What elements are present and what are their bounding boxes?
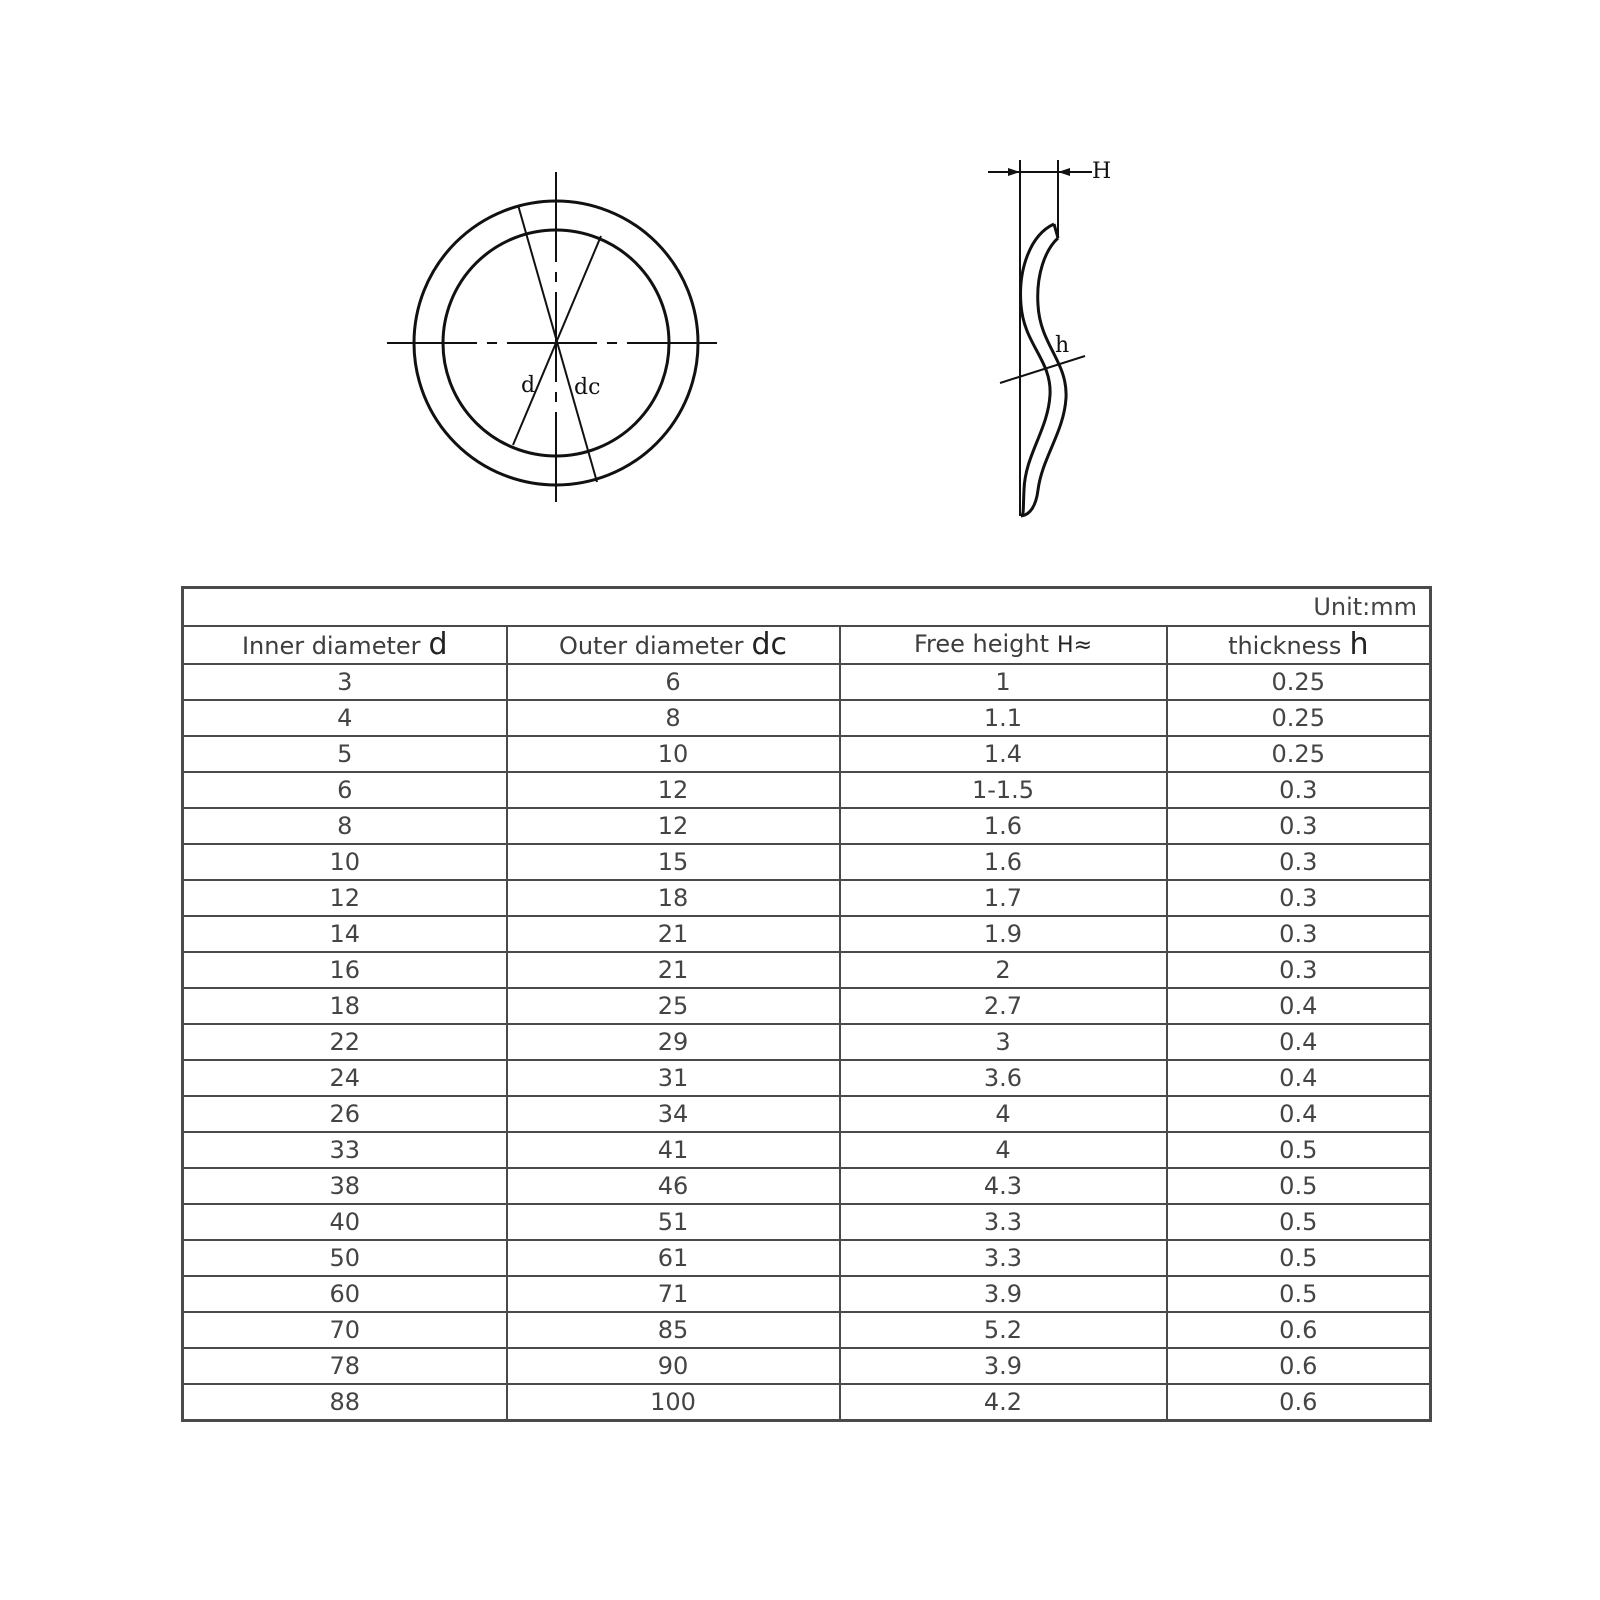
table-row xyxy=(183,1384,1431,1421)
label-d: d xyxy=(521,373,536,398)
table-cell: 1 xyxy=(840,664,1167,700)
table-cell: 0.5 xyxy=(1167,1204,1431,1240)
h-arrow-right xyxy=(1058,168,1070,176)
table-cell: 0.5 xyxy=(1167,1132,1431,1168)
table-row xyxy=(183,1348,1431,1384)
table-cell: 14 xyxy=(183,916,507,952)
table-cell: 40 xyxy=(183,1204,507,1240)
table-cell: 0.4 xyxy=(1167,988,1431,1024)
table-cell: 0.4 xyxy=(1167,1060,1431,1096)
table-row xyxy=(183,1276,1431,1312)
table-row xyxy=(183,916,1431,952)
table-cell: 10 xyxy=(183,844,507,880)
table-cell: 12 xyxy=(183,880,507,916)
table-cell: 0.25 xyxy=(1167,736,1431,772)
column-header xyxy=(840,626,1167,664)
table-cell: 34 xyxy=(507,1096,840,1132)
side-view xyxy=(988,160,1092,516)
table-row xyxy=(183,1312,1431,1348)
table-row xyxy=(183,1204,1431,1240)
table-cell: 0.6 xyxy=(1167,1312,1431,1348)
washer-technical-drawing xyxy=(0,0,1600,560)
table-cell: 3 xyxy=(840,1024,1167,1060)
table-cell: 24 xyxy=(183,1060,507,1096)
table-row xyxy=(183,736,1431,772)
table-cell: 15 xyxy=(507,844,840,880)
table-cell: 3.9 xyxy=(840,1276,1167,1312)
table-cell: 4 xyxy=(840,1096,1167,1132)
table-cell: 18 xyxy=(507,880,840,916)
table-cell: 100 xyxy=(507,1384,840,1421)
table-cell: 1.4 xyxy=(840,736,1167,772)
table-row xyxy=(183,700,1431,736)
column-header-text: Free height xyxy=(913,630,1050,658)
label-h: h xyxy=(1055,333,1070,358)
table-cell: 78 xyxy=(183,1348,507,1384)
table-cell: 0.3 xyxy=(1167,808,1431,844)
unit-label: Unit:mm xyxy=(183,588,1431,627)
table-body xyxy=(183,664,1431,1421)
table-cell: 21 xyxy=(507,952,840,988)
table-cell: 1.1 xyxy=(840,700,1167,736)
table-cell: 0.6 xyxy=(1167,1348,1431,1384)
column-header-text: Outer diameter xyxy=(558,631,744,660)
wave-profile-outer xyxy=(1021,224,1054,516)
table-cell: 25 xyxy=(507,988,840,1024)
table-row xyxy=(183,1132,1431,1168)
column-header-symbol: d xyxy=(428,626,448,662)
table-cell: 50 xyxy=(183,1240,507,1276)
column-header-symbol: h xyxy=(1349,626,1369,662)
table-cell: 2 xyxy=(840,952,1167,988)
table-cell: 0.4 xyxy=(1167,1024,1431,1060)
column-header-symbol: dc xyxy=(751,626,788,662)
table-cell: 4.2 xyxy=(840,1384,1167,1421)
table-cell: 0.6 xyxy=(1167,1384,1431,1421)
table-cell: 0.25 xyxy=(1167,700,1431,736)
table-cell: 61 xyxy=(507,1240,840,1276)
label-H: H xyxy=(1092,159,1112,184)
table-cell: 6 xyxy=(507,664,840,700)
table-cell: 4.3 xyxy=(840,1168,1167,1204)
table-cell: 3.6 xyxy=(840,1060,1167,1096)
table-cell: 21 xyxy=(507,916,840,952)
table-cell: 38 xyxy=(183,1168,507,1204)
table-cell: 3.3 xyxy=(840,1240,1167,1276)
table-cell: 29 xyxy=(507,1024,840,1060)
table-row xyxy=(183,880,1431,916)
table-row xyxy=(183,844,1431,880)
table-cell: 4 xyxy=(183,700,507,736)
table-row xyxy=(183,988,1431,1024)
table-cell: 31 xyxy=(507,1060,840,1096)
table-cell: 0.25 xyxy=(1167,664,1431,700)
table-cell: 90 xyxy=(507,1348,840,1384)
table-cell: 3 xyxy=(183,664,507,700)
table-cell: 0.3 xyxy=(1167,880,1431,916)
table-cell: 3.3 xyxy=(840,1204,1167,1240)
label-dc: dc xyxy=(574,375,601,400)
table-row xyxy=(183,1168,1431,1204)
table-row xyxy=(183,1060,1431,1096)
column-header xyxy=(183,626,507,664)
table-row xyxy=(183,1096,1431,1132)
header-row xyxy=(183,626,1431,664)
table-cell: 12 xyxy=(507,772,840,808)
table-cell: 60 xyxy=(183,1276,507,1312)
table-cell: 1.7 xyxy=(840,880,1167,916)
table-cell: 22 xyxy=(183,1024,507,1060)
column-header xyxy=(1167,626,1431,664)
table-cell: 3.9 xyxy=(840,1348,1167,1384)
table-cell: 1-1.5 xyxy=(840,772,1167,808)
table-row xyxy=(183,772,1431,808)
table-cell: 70 xyxy=(183,1312,507,1348)
table-cell: 4 xyxy=(840,1132,1167,1168)
table-cell: 8 xyxy=(507,700,840,736)
table-cell: 0.3 xyxy=(1167,916,1431,952)
table-cell: 0.5 xyxy=(1167,1240,1431,1276)
table-cell: 26 xyxy=(183,1096,507,1132)
table-cell: 5.2 xyxy=(840,1312,1167,1348)
table-row xyxy=(183,808,1431,844)
table-cell: 46 xyxy=(507,1168,840,1204)
table-cell: 8 xyxy=(183,808,507,844)
column-header-text: Inner diameter xyxy=(241,631,421,660)
table-cell: 88 xyxy=(183,1384,507,1421)
table-cell: 0.3 xyxy=(1167,952,1431,988)
table-cell: 18 xyxy=(183,988,507,1024)
table-cell: 5 xyxy=(183,736,507,772)
table-row xyxy=(183,1240,1431,1276)
table-row xyxy=(183,1024,1431,1060)
table-cell: 51 xyxy=(507,1204,840,1240)
column-header-symbol: H≈ xyxy=(1057,633,1093,658)
table-cell: 10 xyxy=(507,736,840,772)
table-cell: 33 xyxy=(183,1132,507,1168)
table-cell: 71 xyxy=(507,1276,840,1312)
specification-table xyxy=(181,586,1432,1422)
column-header-text: thickness xyxy=(1228,631,1342,660)
table-cell: 0.3 xyxy=(1167,772,1431,808)
table-cell: 1.6 xyxy=(840,844,1167,880)
table-cell: 6 xyxy=(183,772,507,808)
table-row xyxy=(183,952,1431,988)
table-cell: 0.3 xyxy=(1167,844,1431,880)
wave-profile-inner xyxy=(1021,238,1066,516)
table-cell: 0.5 xyxy=(1167,1168,1431,1204)
h-arrow-left xyxy=(1008,168,1020,176)
table-cell: 85 xyxy=(507,1312,840,1348)
table-cell: 0.4 xyxy=(1167,1096,1431,1132)
front-view xyxy=(387,172,723,508)
unit-row xyxy=(183,588,1431,627)
table-cell: 1.9 xyxy=(840,916,1167,952)
table-cell: 41 xyxy=(507,1132,840,1168)
table-cell: 2.7 xyxy=(840,988,1167,1024)
table-cell: 16 xyxy=(183,952,507,988)
table-row xyxy=(183,664,1431,700)
table-cell: 1.6 xyxy=(840,808,1167,844)
table-cell: 0.5 xyxy=(1167,1276,1431,1312)
column-header xyxy=(507,626,840,664)
table-cell: 12 xyxy=(507,808,840,844)
